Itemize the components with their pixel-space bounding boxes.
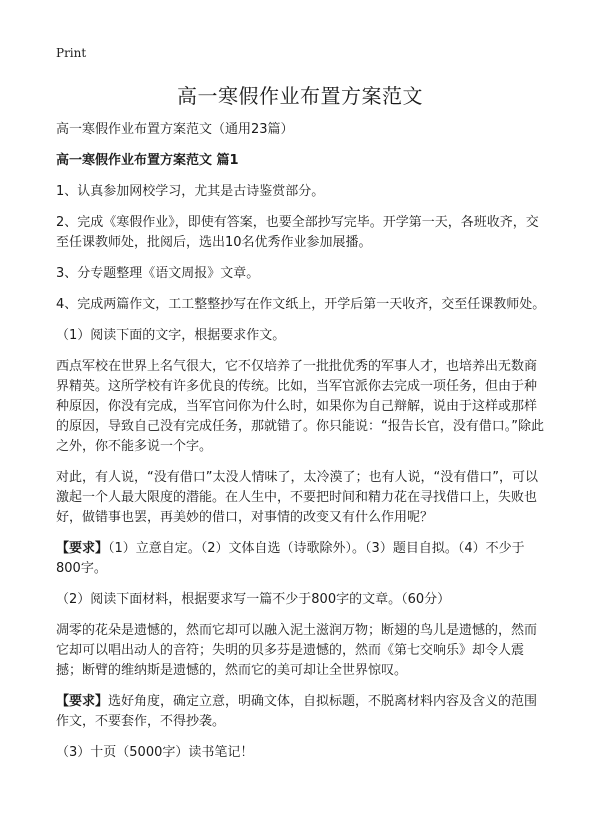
paragraph-9: （2）阅读下面材料，根据要求写一篇不少于800字的文章。（60分）: [56, 592, 451, 607]
paragraph-8: [56, 539, 546, 579]
paragraph-4: 4、完成两篇作文，工工整整抄写在作文纸上，开学后第一天收齐，交至任课教师处。: [56, 297, 546, 312]
requirement-text: 选好角度，确定立意，明确文体，自拟标题，不脱离材料内容及含义的范围作文，不要套作，不得抄袭。: [56, 694, 538, 729]
requirement-label: 【要求】: [56, 694, 109, 709]
paragraph-3: 3、分专题整理《语文周报》文章。: [56, 266, 260, 281]
document-subtitle: 高一寒假作业布置方案范文（通用23篇）: [56, 122, 294, 137]
section-title: 高一寒假作业布置方案范文 篇1: [56, 153, 239, 168]
page-title: 高一寒假作业布置方案范文: [177, 84, 423, 108]
paragraph-5: （1）阅读下面的文字，根据要求作文。: [56, 328, 286, 343]
paragraph-6: 西点军校在世界上名气很大，它不仅培养了一批批优秀的军事人才，也培养出无数商界精英。这所学校有许多优良的传统。比如，当军官派你去完成一项任务，但由于种种原因，你没有完成，当军官问你为什么时，如果你为自己辩解，说由于这样或那样的原因，导致自己没有完成任务，那就错了。你只能说：“报告长官，没有借口。”除此之外，你不能多说一个字。: [56, 359, 544, 454]
paragraph-11: [56, 692, 546, 732]
paragraph-1: 1、认真参加网校学习，尤其是古诗鉴赏部分。: [56, 184, 325, 199]
requirement-label: 【要求】: [56, 541, 109, 556]
requirement-text: （1）立意自定。（2）文体自选（诗歌除外）。（3）题目自拟。（4）不少于800字。: [56, 541, 525, 576]
paragraph-7: 对此，有人说，“没有借口”太没人情味了，太冷漠了；也有人说，“没有借口”，可以激起一个人最大限度的潜能。在人生中，不要把时间和精力花在寻找借口上，失败也好，做错事也罢，再美妙的借口，对事情的改变又有什么作用呢？: [56, 470, 538, 525]
print-link[interactable]: Print: [56, 46, 87, 60]
paragraph-12: （3）十页（5000字）读书笔记！: [56, 745, 254, 760]
document-body: [56, 120, 546, 774]
paragraph-2: 2、完成《寒假作业》，即使有答案，也要全部抄写完毕。开学第一天，各班收齐，交至任课教师处，批阅后，选出10名优秀作业参加展播。: [56, 215, 539, 250]
paragraph-10: 凋零的花朵是遗憾的，然而它却可以融入泥土滋润万物；断翅的鸟儿是遗憾的，然而它却可以唱出动人的音符；失明的贝多芬是遗憾的，然而《第七交响乐》却令人震撼；断臂的维纳斯是遗憾的，然而它的美可却让全世界惊叹。: [56, 623, 538, 678]
